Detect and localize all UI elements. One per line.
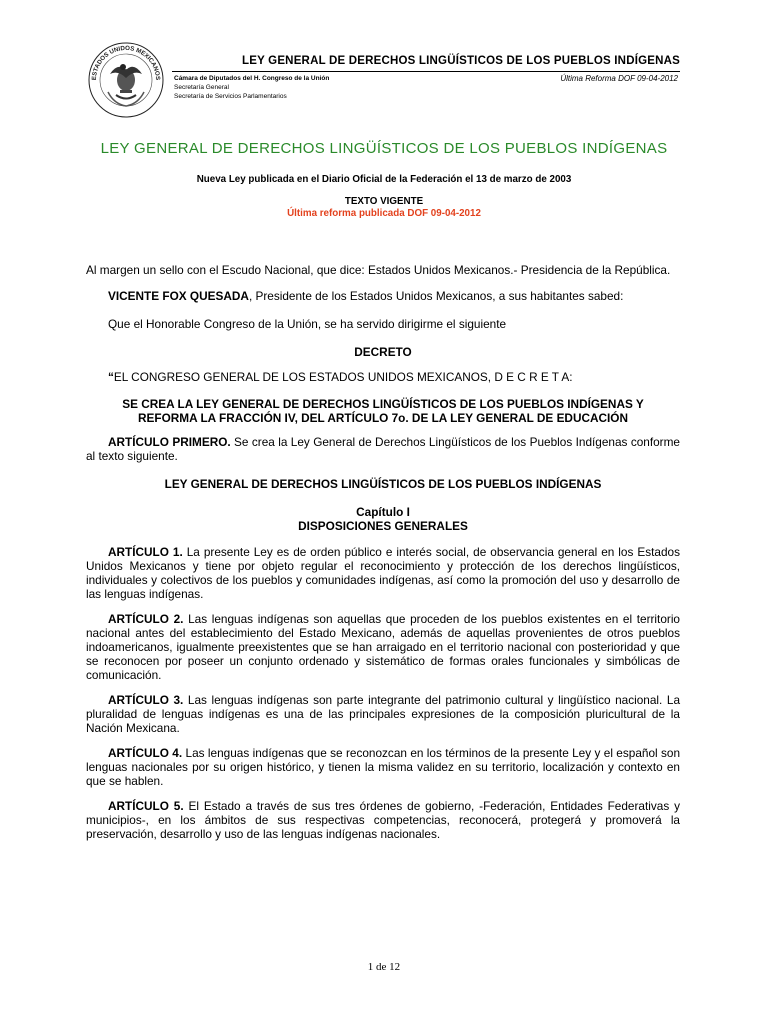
article-4: [86, 746, 680, 788]
article-3: [86, 693, 680, 735]
article-label: ARTÍCULO 2.: [108, 612, 184, 626]
article-primero-label: ARTÍCULO PRIMERO.: [108, 435, 231, 449]
header-document-title: LEY GENERAL DE DERECHOS LINGÜÍSTICOS DE LOS PUEBLOS INDÍGENAS: [242, 55, 680, 67]
president-name: VICENTE FOX QUESADA: [108, 289, 249, 303]
article-label: ARTÍCULO 1.: [108, 545, 183, 559]
decreta-paragraph: [86, 370, 680, 384]
article-5: [86, 799, 680, 841]
header-secretariat: Secretaría General: [174, 84, 229, 91]
chapter-heading: [86, 505, 680, 533]
article-primero-text: Se crea la Ley General de Derechos Lingüísticos de los Pueblos Indígenas conforme al texto siguiente.: [86, 435, 680, 463]
article-2: [86, 612, 680, 682]
national-seal-icon: [86, 40, 166, 120]
article-label: ARTÍCULO 5.: [108, 799, 184, 813]
page-number: 1 de 12: [367, 961, 401, 973]
seal-text: ESTADOS UNIDOS MEXICANOS: [90, 44, 162, 81]
intro-paragraph-president: [86, 289, 680, 303]
texto-vigente-label: TEXTO VIGENTE: [344, 196, 424, 207]
decree-title-line-2: REFORMA LA FRACCIÓN IV, DEL ARTÍCULO 7o. DE LA LEY GENERAL DE EDUCACIÓN: [137, 411, 629, 425]
chapter-name: DISPOSICIONES GENERALES: [298, 519, 468, 533]
header-chamber: Cámara de Diputados del H. Congreso de la Unión: [174, 75, 330, 82]
intro-paragraph-seal: Al margen un sello con el Escudo Nacional, que dice: Estados Unidos Mexicanos.- Presidencia de la República.: [86, 263, 671, 277]
last-reform-note: Última reforma publicada DOF 09-04-2012: [287, 208, 481, 219]
article-label: ARTÍCULO 3.: [108, 693, 184, 707]
decreta-text: EL CONGRESO GENERAL DE LOS ESTADOS UNIDOS MEXICANOS, D E C R E T A:: [113, 370, 573, 384]
article-label: ARTÍCULO 4.: [108, 746, 183, 760]
publication-note: Nueva Ley publicada en el Diario Oficial de la Federación el 13 de marzo de 2003: [196, 174, 572, 185]
intro-paragraph-congress: Que el Honorable Congreso de la Unión, se ha servido dirigirme el siguiente: [108, 317, 507, 331]
article-text: Las lenguas indígenas que se reconozcan en los términos de la presente Ley y el español son lenguas nacionales por su origen histórico, y tienen la misma validez en su territorio, localización y contexto en que se hablen.: [86, 746, 681, 788]
document-body: [86, 263, 680, 841]
decree-title: [86, 397, 680, 425]
header-divider: [172, 71, 680, 72]
header-services: Secretaría de Servicios Parlamentarios: [174, 93, 287, 100]
article-text: Las lenguas indígenas son parte integrante del patrimonio cultural y lingüístico nacional. La pluralidad de lenguas indígenas es una de las principales expresiones de la composición pluricultural de la Nación Mexicana.: [86, 693, 681, 735]
page-title: LEY GENERAL DE DERECHOS LINGÜÍSTICOS DE LOS PUEBLOS INDÍGENAS: [100, 140, 668, 157]
decreta-quote-mark: “: [108, 370, 114, 384]
article-text: Las lenguas indígenas son aquellas que proceden de los pueblos existentes en el territorio nacional antes del establecimiento del Estado Mexicano, además de aquellas provenientes de otros pueblos indoamericanos, igualmente preexistentes que se han arraigado en el territorio nacional con posterioridad y que se reconocen por poseer un conjunto ordenado y sistemático de formas orales funcionales y simbólicas de comunicación.: [86, 612, 680, 682]
law-title: LEY GENERAL DE DERECHOS LINGÜÍSTICOS DE LOS PUEBLOS INDÍGENAS: [164, 477, 602, 491]
article-primero: [86, 435, 680, 463]
header-last-reform: Última Reforma DOF 09-04-2012: [560, 74, 678, 83]
article-1: [86, 545, 680, 601]
header-issuer: [174, 74, 329, 101]
chapter-number: Capítulo I: [356, 505, 410, 519]
article-text: El Estado a través de sus tres órdenes de gobierno, -Federación, Entidades Federativas y municipios-, en los ámbitos de sus respectivas competencias, reconocerá, protegerá y promoverá la preservación, desarrollo y uso de las lenguas indígenas nacionales.: [86, 799, 681, 841]
decree-title-line-1: SE CREA LA LEY GENERAL DE DERECHOS LINGÜÍSTICOS DE LOS PUEBLOS INDÍGENAS Y: [122, 397, 644, 411]
article-text: La presente Ley es de orden público e interés social, de observancia general en los Estados Unidos Mexicanos y tiene por objeto regular el reconocimiento y protección de los derechos lingüísticos, individuales y colectivos de los pueblos y comunidades indígenas, así como la promoción del uso y desarrollo de las lenguas indígenas.: [86, 545, 680, 601]
president-text: , Presidente de los Estados Unidos Mexicanos, a sus habitantes sabed:: [248, 289, 624, 303]
decreto-heading: DECRETO: [354, 345, 412, 359]
